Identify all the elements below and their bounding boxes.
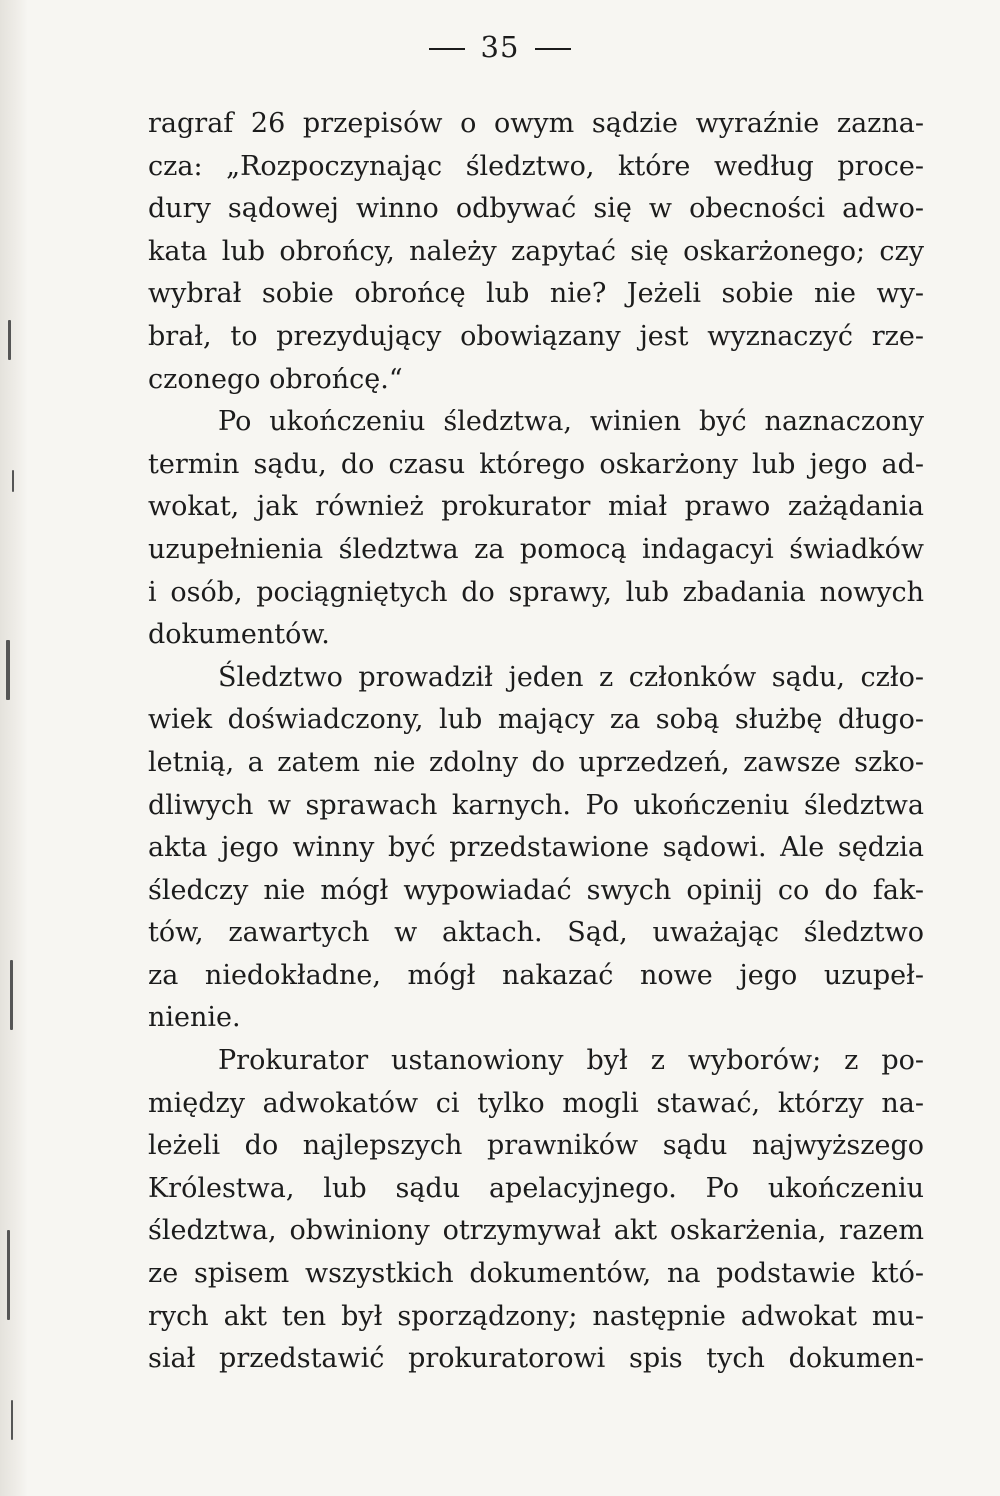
text-line: Prokurator ustanowiony był z wyborów; z po- [218,1045,924,1077]
text-line: dury sądowej winno odbywać się w obecności adwo- [148,193,924,225]
text-line: dokumentów. [148,619,330,651]
text-line: za niedokładne, mógł nakazać nowe jego uzupeł- [148,959,924,991]
text-line: wiek doświadczony, lub mający za sobą służbę długo- [148,704,924,736]
text-line: Królestwa, lub sądu apelacyjnego. Po ukończeniu [148,1172,924,1204]
text-line: siał przedstawić prokuratorowi spis tych dokumen- [148,1343,924,1375]
text-line: Śledztwo prowadził jeden z członków sądu, czło- [218,661,924,693]
text-line: rych akt ten był sporządzony; następnie adwokat mu- [148,1300,924,1332]
text-line: letnią, a zatem nie zdolny do uprzedzeń, zawsze szko- [148,746,924,778]
text-line: wybrał sobie obrońcę lub nie? Jeżeli sobie nie wy- [148,278,924,310]
text-line: i osób, pociągniętych do sprawy, lub zbadania nowych [148,576,924,608]
text-line: cza: „Rozpoczynając śledztwo, które według proce- [148,150,924,182]
text-line: śledczy nie mógł wypowiadać swych opinij co do fak- [148,874,924,906]
binding-speck [10,960,13,1030]
text-line: dliwych w sprawach karnych. Po ukończeniu śledztwa [148,789,924,821]
binding-speck [6,640,10,700]
binding-speck [11,1400,13,1440]
binding-speck [8,320,11,360]
text-line: leżeli do najlepszych prawników sądu najwyższego [148,1130,924,1162]
text-line: Po ukończeniu śledztwa, winien być naznaczony [218,406,924,438]
text-line: brał, to prezydujący obowiązany jest wyznaczyć rze- [148,320,924,352]
page-binding-edge [0,0,28,1496]
text-line: śledztwa, obwiniony otrzymywał akt oskarżenia, razem [148,1215,924,1247]
text-line: ragraf 26 przepisów o owym sądzie wyraźnie zazna- [148,108,924,139]
text-line: termin sądu, do czasu którego oskarżony lub jego ad- [148,448,924,480]
page-number-header [0,30,1000,64]
header-dash-left [429,48,465,50]
text-line: ze spisem wszystkich dokumentów, na podstawie któ- [148,1258,924,1290]
binding-speck [12,470,14,492]
body-text [148,103,924,1381]
text-line: między adwokatów ci tylko mogli stawać, którzy na- [148,1087,924,1119]
text-line: wokat, jak również prokurator miał prawo zażądania [148,491,924,523]
text-line: kata lub obrońcy, należy zapytać się oskarżonego; czy [148,235,924,267]
binding-speck [7,1230,10,1320]
text-line: nienie. [148,1002,241,1034]
page-number: 35 [480,30,520,64]
header-dash-right [535,48,571,50]
text-line: akta jego winny być przedstawione sądowi. Ale sędzia [148,832,924,864]
text-line: tów, zawartych w aktach. Sąd, uważając śledztwo [148,917,924,949]
text-line: uzupełnienia śledztwa za pomocą indagacyi świadków [148,533,924,565]
text-line: czonego obrońcę.“ [148,363,403,395]
